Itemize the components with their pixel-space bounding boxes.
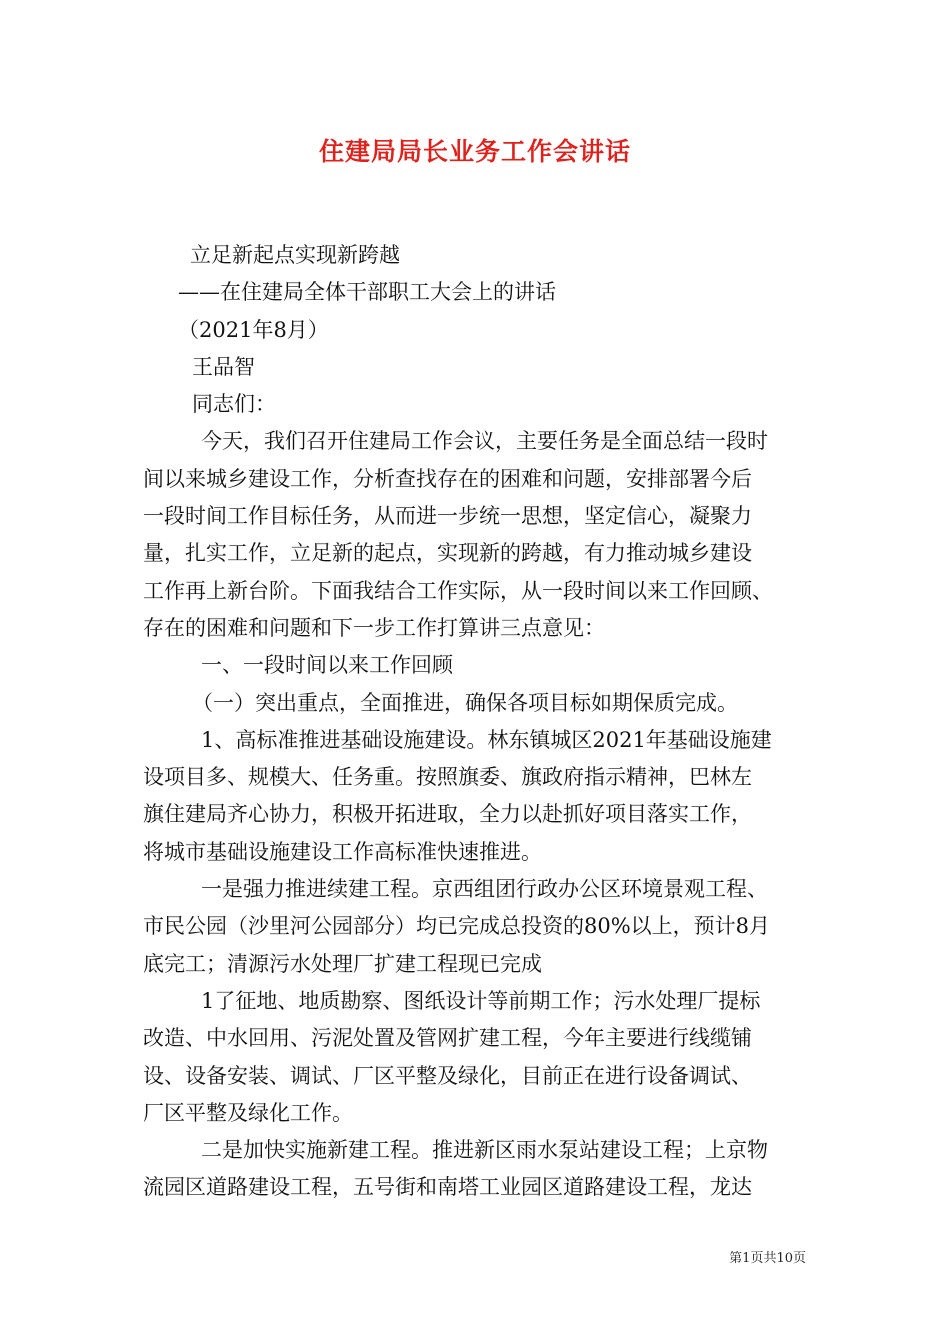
paragraph-line: 流园区道路建设工程，五号街和南塔工业园区道路建设工程，龙达 xyxy=(143,1175,752,1200)
paragraph-line: 改造、中水回用、污泥处置及管网扩建工程，今年主要进行线缆铺 xyxy=(143,1026,752,1051)
document-body xyxy=(143,237,811,1207)
paragraph-line: 存在的困难和问题和下一步工作打算讲三点意见： xyxy=(143,615,605,640)
document-title: 住建局局长业务工作会讲话 xyxy=(318,137,631,166)
paragraph-line: 1了征地、地质勘察、图纸设计等前期工作；污水处理厂提标 xyxy=(201,988,761,1013)
paragraph-line: 市民公园（沙里河公园部分）均已完成总投资的80%以上，预计8月 xyxy=(143,914,771,939)
paragraph-line: 设、设备安装、调试、厂区平整及绿化，目前正在进行设备调试、 xyxy=(143,1063,752,1088)
paragraph-line: 工作再上新台阶。下面我结合工作实际，从一段时间以来工作回顾、 xyxy=(143,578,773,603)
paragraph-line: 底完工；清源污水处理厂扩建工程现已完成 xyxy=(143,951,542,976)
greeting: 同志们： xyxy=(192,392,276,417)
paragraph-line: 量，扎实工作，立足新的起点，实现新的跨越，有力推动城乡建设 xyxy=(143,541,752,566)
paragraph-line: 1、高标准推进基础设施建设。林东镇城区2021年基础设施建 xyxy=(201,727,772,752)
subsection-heading: （一）突出重点，全面推进，确保各项目标如期保质完成。 xyxy=(192,690,738,715)
paragraph-line: 间以来城乡建设工作，分析查找存在的困难和问题，安排部署今后 xyxy=(143,466,752,491)
speech-date: （2021年8月） xyxy=(178,317,329,342)
speech-subtitle: 立足新起点实现新跨越 xyxy=(190,243,400,267)
page-number-footer: 第1页共10页 xyxy=(729,1251,806,1266)
paragraph-line: 二是加快实施新建工程。推进新区雨水泵站建设工程；上京物 xyxy=(201,1138,768,1163)
paragraph-line: 厂区平整及绿化工作。 xyxy=(143,1100,353,1125)
speaker-name: 王品智 xyxy=(192,354,255,379)
paragraph-line: 将城市基础设施建设工作高标准快速推进。 xyxy=(143,839,542,864)
paragraph-line: 一段时间工作目标任务，从而进一步统一思想，坚定信心，凝聚力 xyxy=(143,504,752,529)
section-heading: 一、一段时间以来工作回顾 xyxy=(201,653,453,678)
speech-occasion: ——在住建局全体干部职工大会上的讲话 xyxy=(178,280,556,305)
paragraph-line: 今天，我们召开住建局工作会议，主要任务是全面总结一段时 xyxy=(201,429,768,454)
paragraph-line: 设项目多、规模大、任务重。按照旗委、旗政府指示精神，巴林左 xyxy=(143,765,752,790)
paragraph-line: 旗住建局齐心协力，积极开拓进取，全力以赴抓好项目落实工作， xyxy=(143,802,752,827)
paragraph-line: 一是强力推进续建工程。京西组团行政办公区环境景观工程、 xyxy=(201,877,768,902)
